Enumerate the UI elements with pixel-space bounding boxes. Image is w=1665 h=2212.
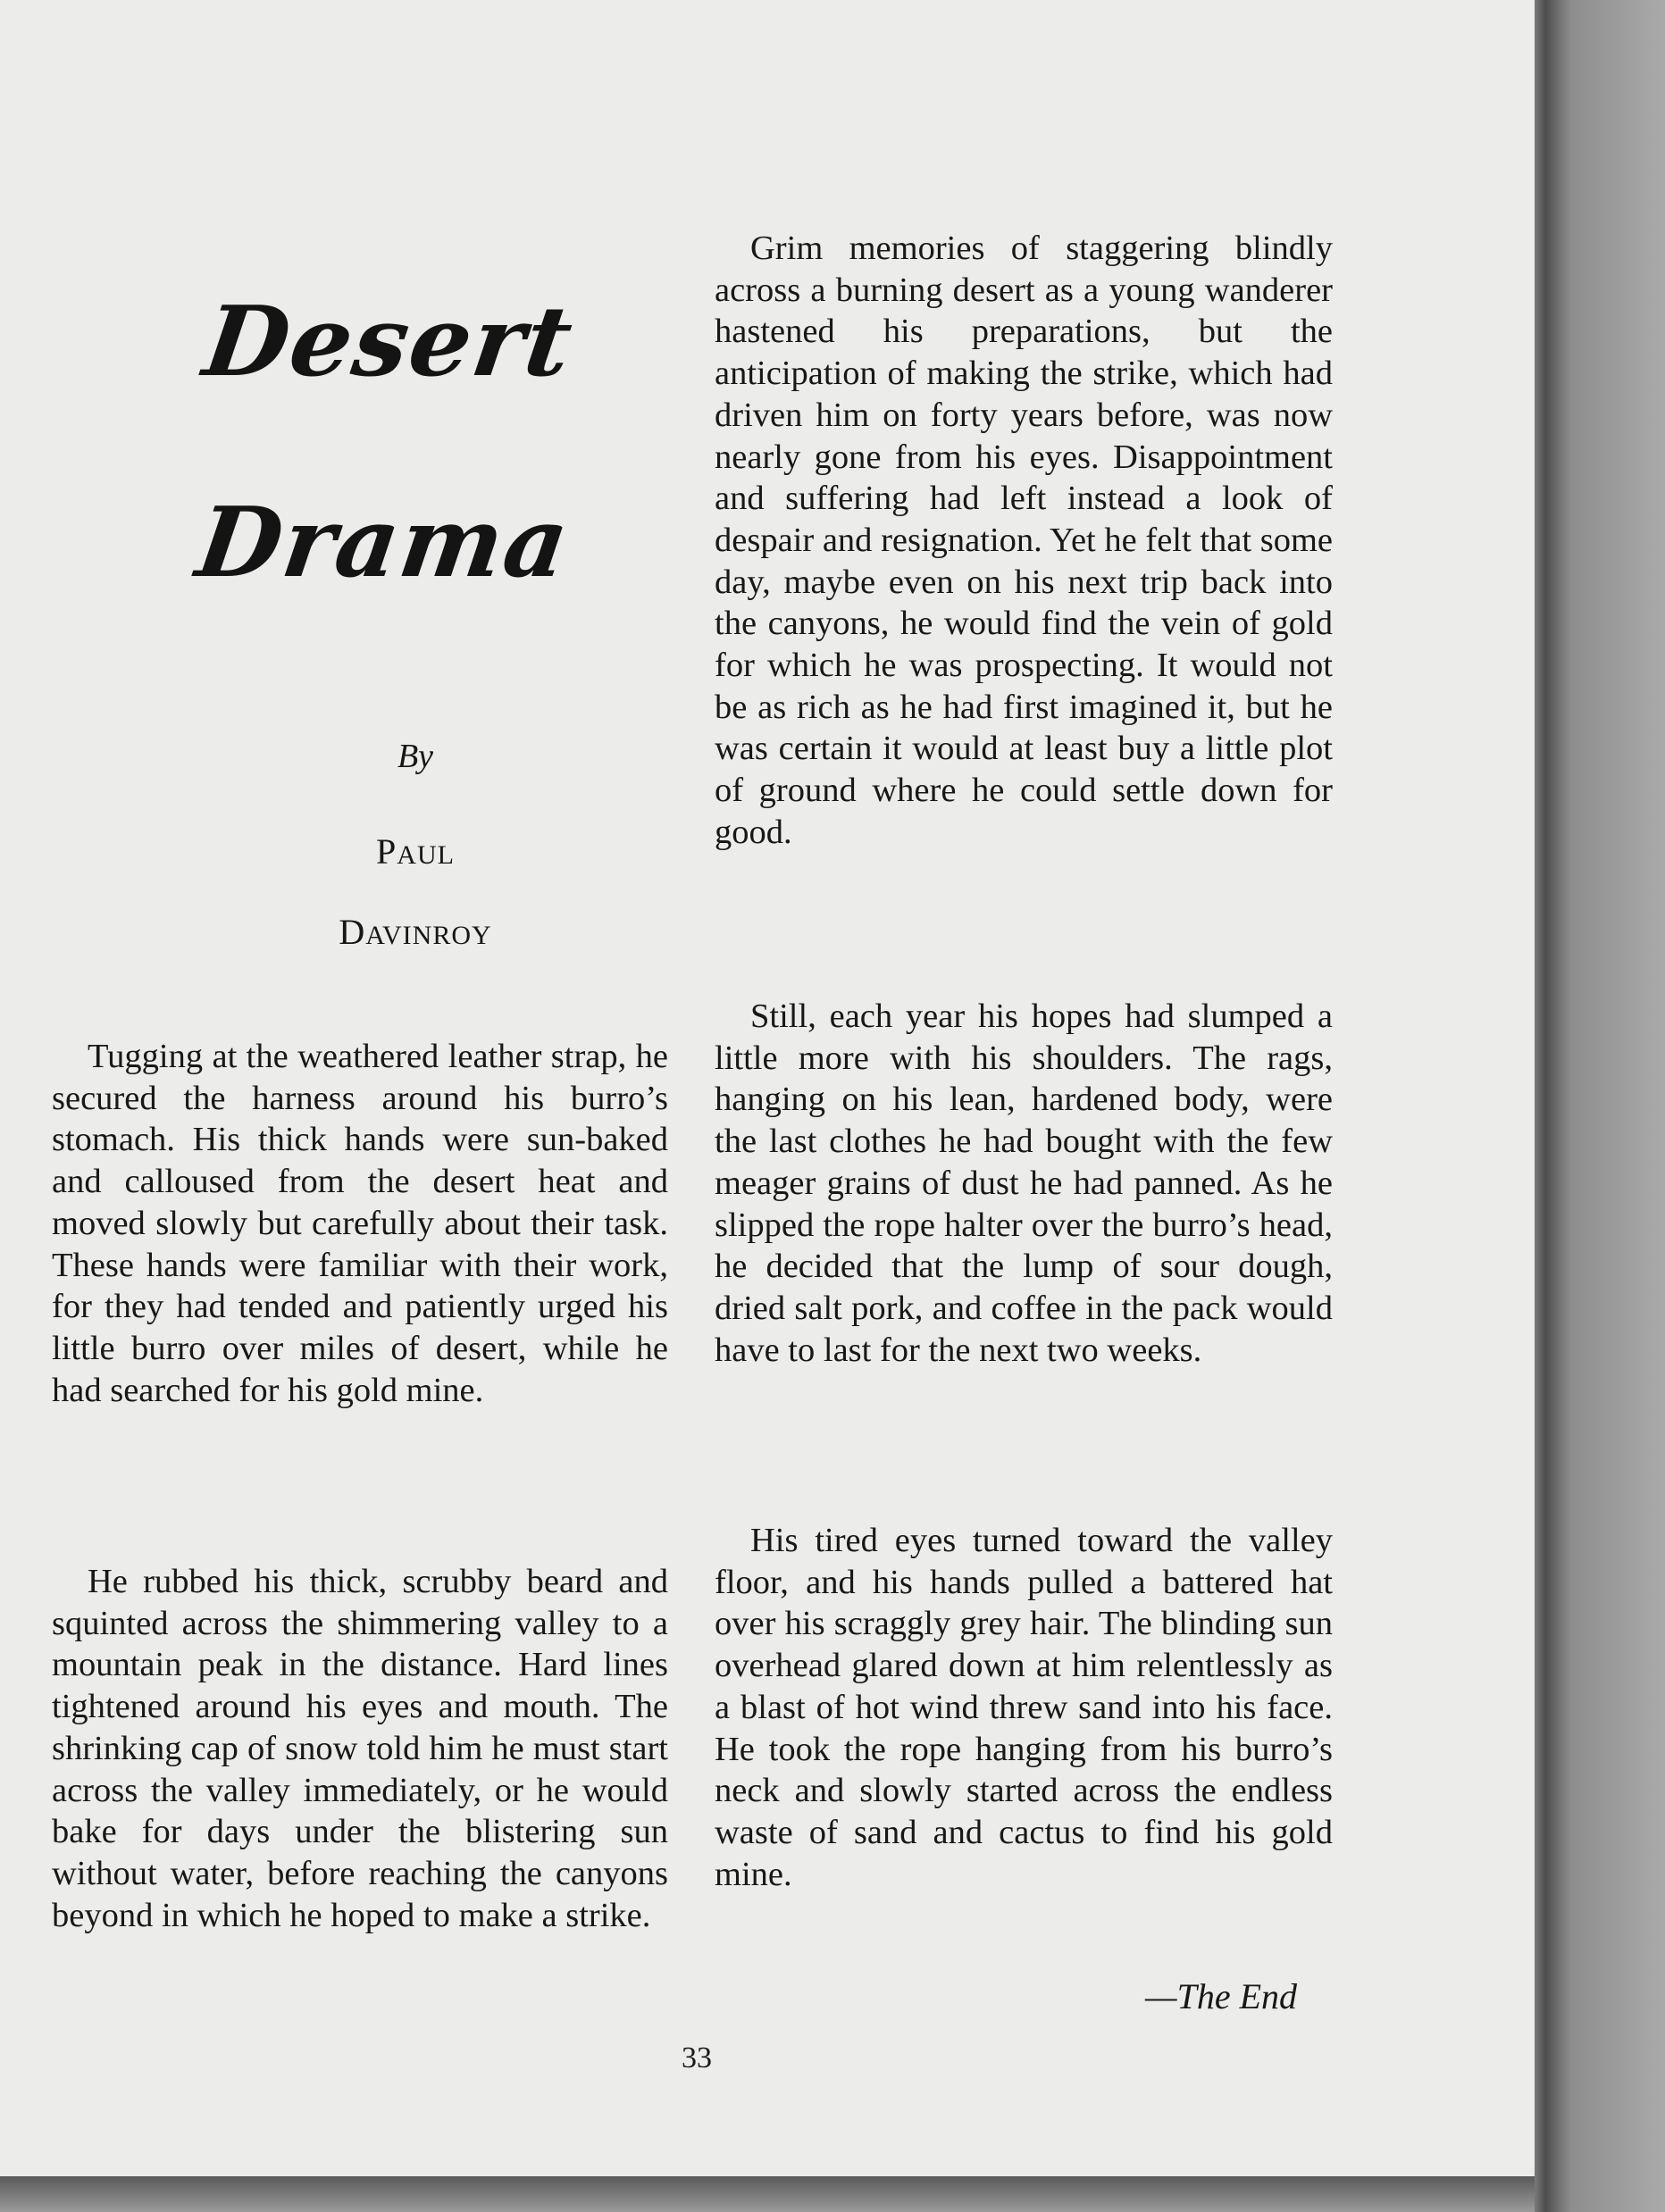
author-last-initial: D: [339, 912, 366, 952]
page-edge-shadow: [1535, 0, 1665, 2212]
closing-the-end: —The End: [1145, 1976, 1297, 2016]
page-number: 33: [682, 2041, 712, 2074]
author-last-rest: AVINROY: [365, 921, 492, 950]
author-first-rest: AUL: [397, 840, 455, 870]
page-bottom-shadow: [0, 2176, 1535, 2212]
paragraph-4: Still, each year his hopes had slumped a little more with his shoulders. The rags, hanging on his lean, hardened body, were the last clothes he had bought with the few meager grains of dust he had panned. As he slipped the rope halter over the burro’s head, he decided that the lump of sour dough, dried salt pork, and coffee in the pack would have to last for the next two weeks.: [715, 997, 1333, 1369]
author-last-name: [268, 911, 563, 953]
story-title-line-2: Drama: [190, 487, 577, 599]
paragraph-3: Grim memories of staggering blindly across a burning desert as a young wanderer hastened his preparations, but the anticipation of making the strike, which had driven him on forty years before, was now nearly gone from his eyes. Disappointment and suffering had left instead a look of despair and resignation. Yet he felt that some day, maybe even on his next trip back into the canyons, he would find the vein of gold for which he was prospecting. It would not be as rich as he had first imagined it, but he was certain it would at least buy a little plot of ground where he could settle down for good.: [715, 230, 1333, 851]
paragraph-5: His tired eyes turned toward the valley floor, and his hands pulled a battered hat over his scraggly grey hair. The blinding sun overhead glared down at him relentlessly as a blast of hot wind threw sand into his face. He took the rope hanging from his burro’s neck and slowly started across the endless waste of sand and cactus to find his gold mine.: [715, 1522, 1333, 1893]
author-first-initial: P: [376, 831, 397, 872]
paragraph-2: He rubbed his thick, scrubby beard and squinted across the shimmering valley to a mountain peak in the distance. Hard lines tightened around his eyes and mouth. The shrinking cap of snow told him he must start across the valley immediately, or he would bake for days under the blistering sun without water, before reaching the canyons beyond in which he hoped to make a strike.: [52, 1563, 668, 1934]
author-first-name: [268, 831, 563, 872]
story-title-line-1: Desert: [197, 286, 581, 398]
paragraph-1: Tugging at the weathered leather strap, he secured the harness around his burro’s stomach. His thick hands were sun-baked and calloused from the desert heat and moved slowly but carefully about their task. These hands were familiar with their work, for they had tended and patiently urged his little burro over miles of desert, while he had searched for his gold mine.: [52, 1038, 668, 1409]
byline-by: By: [397, 738, 434, 775]
